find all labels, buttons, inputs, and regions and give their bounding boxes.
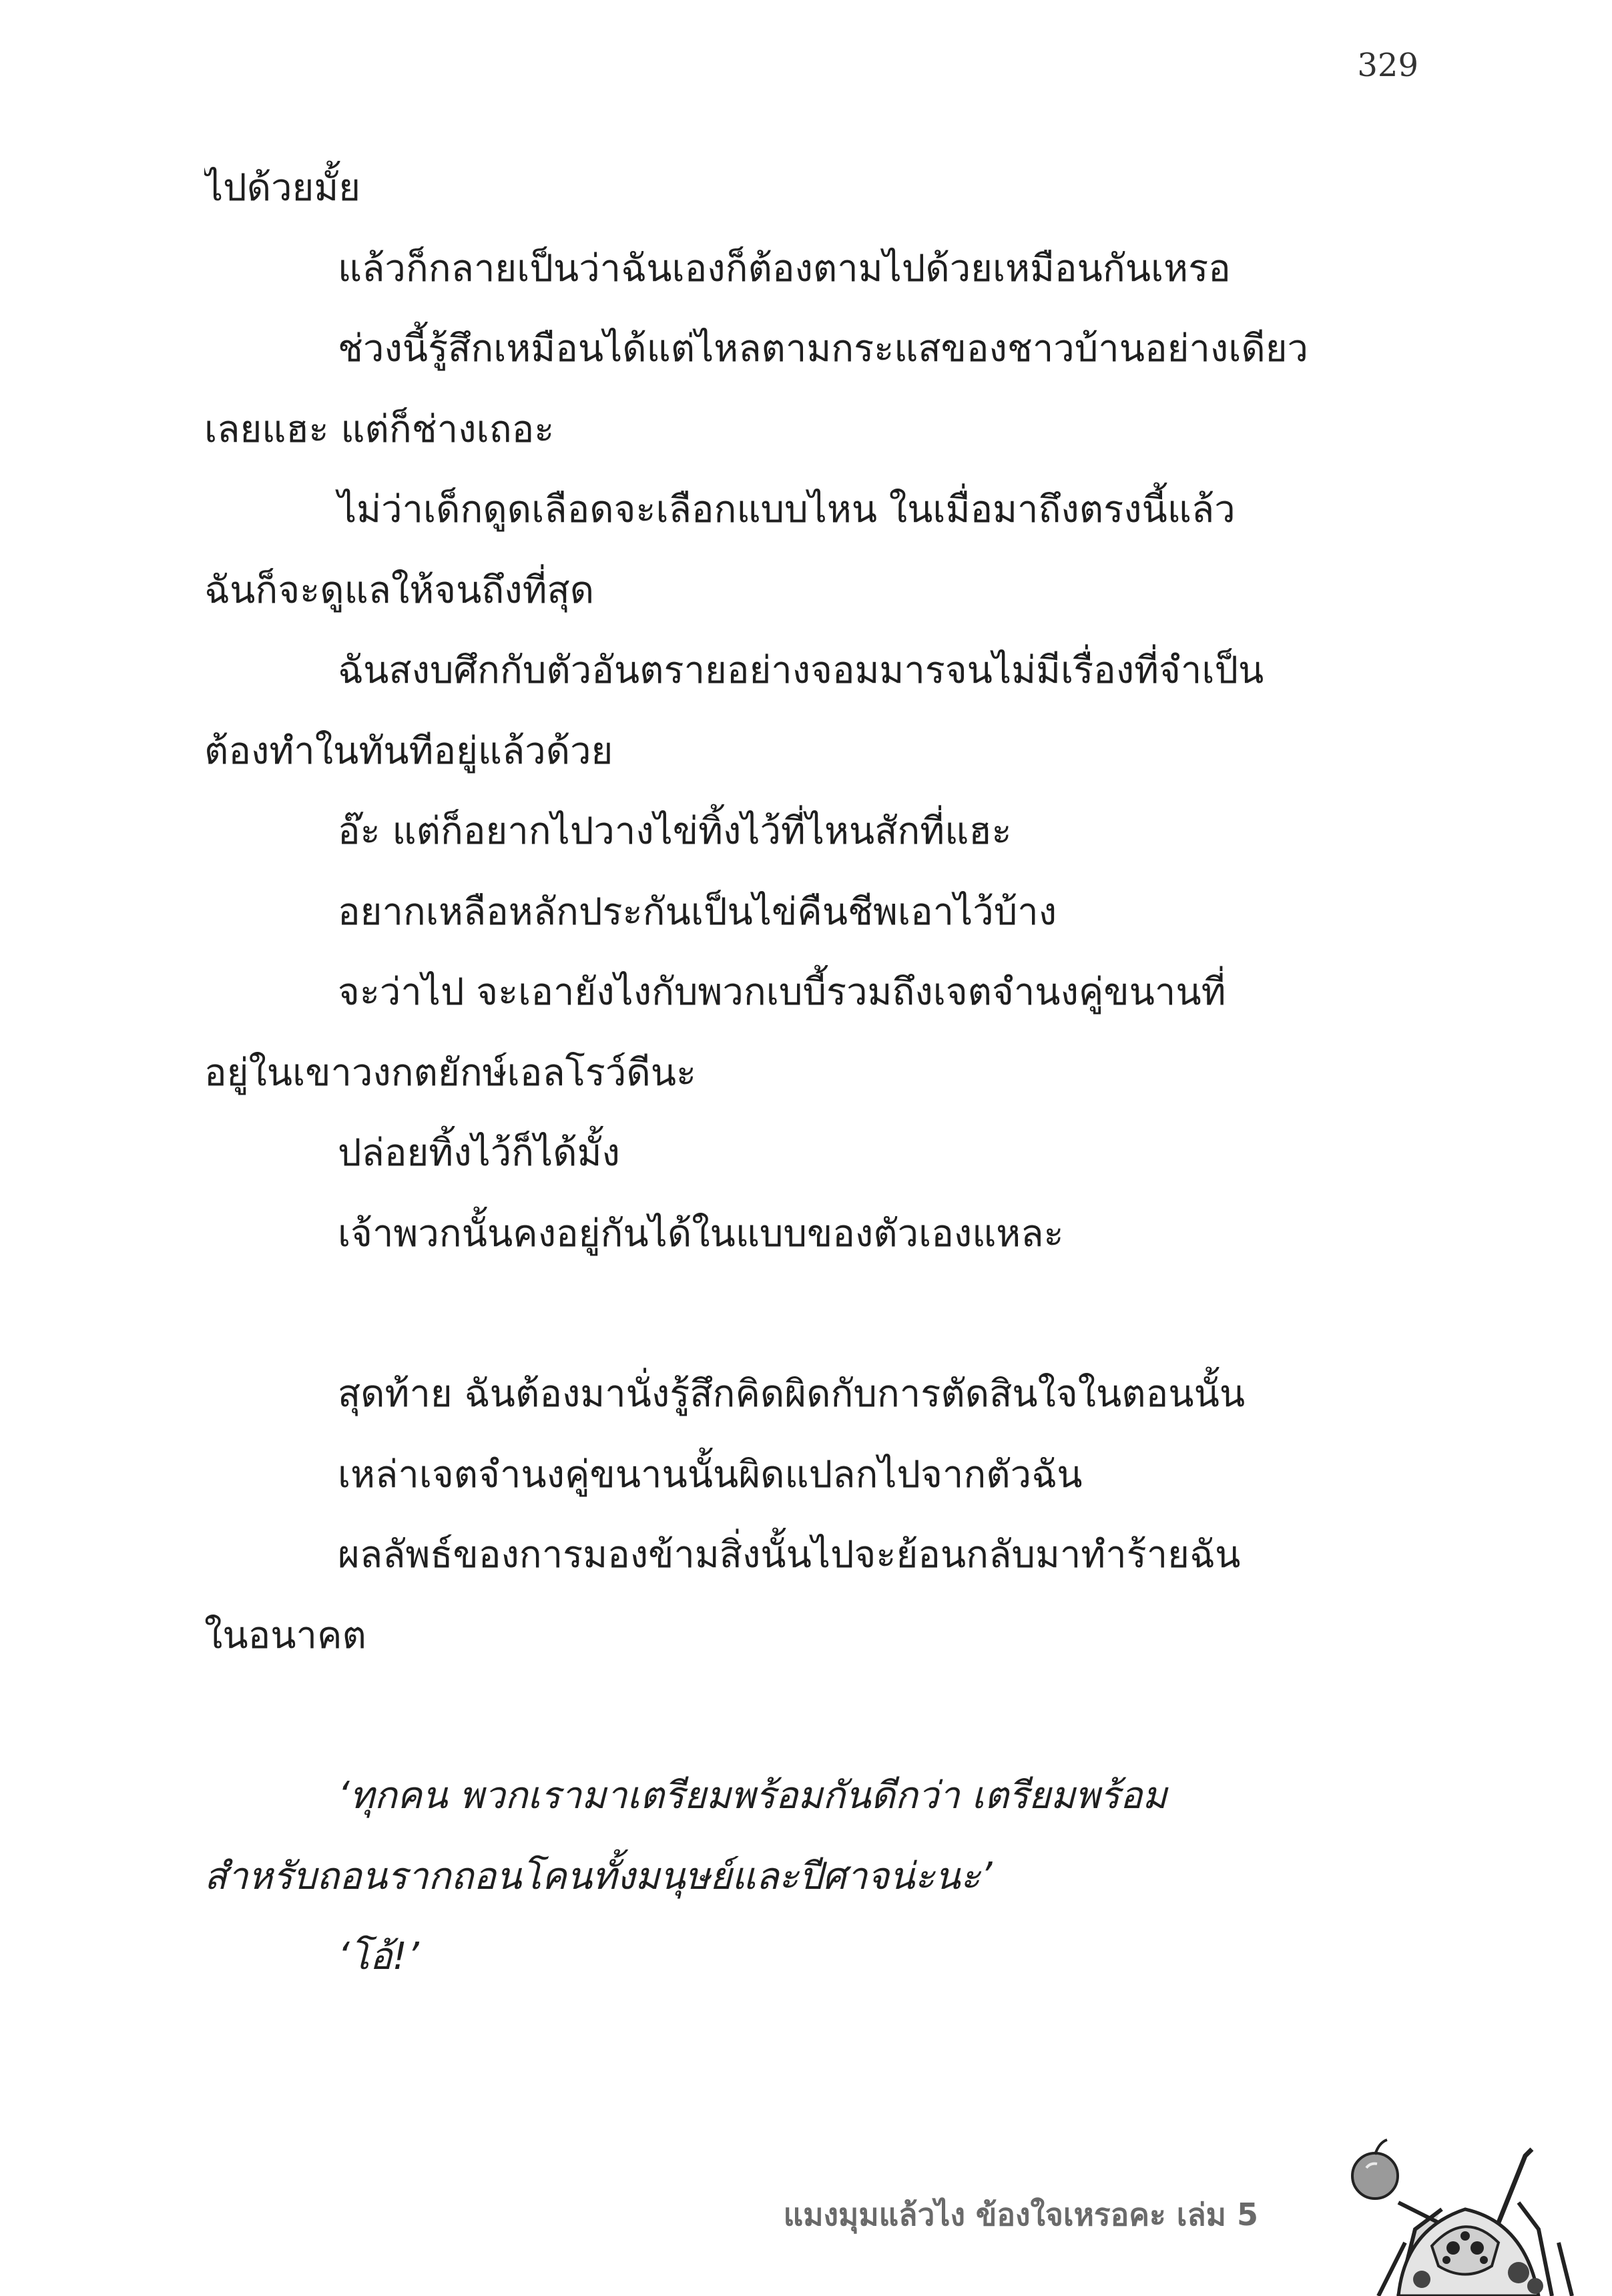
text-line: เหล่าเจตจำนงคู่ขนานนั้นผิดแปลกไปจากตัวฉัน	[338, 1452, 1083, 1496]
text-line: ไม่ว่าเด็กดูดเลือดจะเลือกแบบไหน ในเมื่อมาถึงตรงนี้แล้ว	[338, 488, 1236, 531]
text-line: จะว่าไป จะเอายังไงกับพวกเบบี้รวมถึงเจตจำนงคู่ขนานที่	[338, 970, 1226, 1014]
spider-mascot-illustration	[1298, 2129, 1585, 2296]
text-line: ฉันก็จะดูแลให้จนถึงที่สุด	[204, 568, 595, 612]
blank-line	[204, 1274, 1415, 1354]
text-line: ปล่อยทิ้งไว้ก็ได้มั้ง	[338, 1131, 620, 1175]
blank-line	[204, 1676, 1415, 1756]
text-line: สุดท้าย ฉันต้องมานั่งรู้สึกคิดผิดกับการตัดสินใจในตอนนั้น	[338, 1372, 1246, 1416]
text-line: ต้องทำในทันทีอยู่แล้วด้วย	[204, 729, 613, 773]
text-line: ในอนาคต	[204, 1613, 366, 1657]
body-text	[204, 148, 1415, 1998]
text-line: ผลลัพธ์ของการมองข้ามสิ่งนั้นไปจะย้อนกลับมาทำร้ายฉัน	[338, 1533, 1241, 1576]
dialogue-line: ‘โอ้!’	[338, 1935, 419, 1978]
text-line: แล้วก็กลายเป็นว่าฉันเองก็ต้องตามไปด้วยเหมือนกันเหรอ	[338, 246, 1231, 290]
text-line: เลยแฮะ แต่ก็ช่างเถอะ	[204, 407, 555, 451]
running-footer-title: แมงมุมแล้วไง ข้องใจเหรอคะ เล่ม 5	[783, 2197, 1258, 2233]
text-line: ฉันสงบศึกกับตัวอันตรายอย่างจอมมารจนไม่มีเรื่องที่จำเป็น	[338, 649, 1264, 692]
dialogue-line: สำหรับถอนรากถอนโคนทั้งมนุษย์และปีศาจน่ะนะ’	[204, 1854, 993, 1898]
text-line: อ๊ะ แต่ก็อยากไปวางไข่ทิ้งไว้ที่ไหนสักที่แฮะ	[338, 810, 1012, 853]
text-line: อยากเหลือหลักประกันเป็นไข่คืนชีพเอาไว้บ้าง	[338, 890, 1057, 934]
dialogue-line: ‘ทุกคน พวกเรามาเตรียมพร้อมกันดีกว่า เตรียมพร้อม	[338, 1774, 1167, 1817]
text-line: อยู่ในเขาวงกตยักษ์เอลโรว์ดีนะ	[204, 1051, 697, 1095]
text-line: ไปด้วยมั้ย	[204, 166, 361, 210]
text-line: เจ้าพวกนั้นคงอยู่กันได้ในแบบของตัวเองแหละ	[338, 1211, 1064, 1255]
page-number: 329	[1357, 47, 1418, 84]
text-line: ช่วงนี้รู้สึกเหมือนได้แต่ไหลตามกระแสของชาวบ้านอย่างเดียว	[338, 327, 1309, 370]
